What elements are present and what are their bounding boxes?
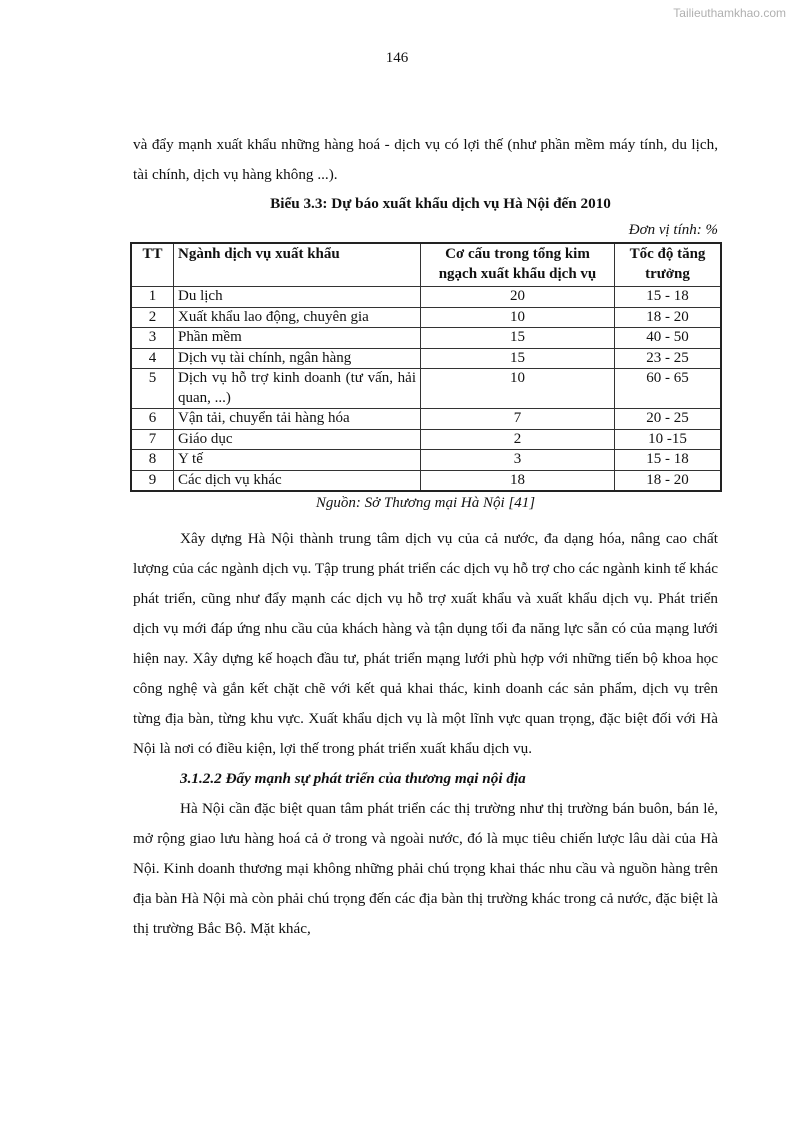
row-growth: 20 - 25 bbox=[615, 409, 722, 430]
row-growth: 23 - 25 bbox=[615, 348, 722, 369]
table-row bbox=[131, 287, 721, 308]
table-row bbox=[131, 307, 721, 328]
row-growth: 40 - 50 bbox=[615, 328, 722, 349]
row-growth: 18 - 20 bbox=[615, 307, 722, 328]
row-share: 2 bbox=[421, 429, 615, 450]
body-paragraph-3: Hà Nội cần đặc biệt quan tâm phát triển các thị trường như thị trường bán buôn, bán lẻ, mở rộng giao lưu hàng hoá cả ở trong và ngoài nước, đó là mục tiêu chiến lược lâu dài của Hà Nội. Kinh doanh thương mại không những phải chú trọng khai thác nhu cầu và nguồn hàng trên địa bàn Hà Nội mà còn phải chú trọng đến các địa bàn thị trường khác trong cả nước, đặc biệt là thị trường Bắc Bộ. Mặt khác, bbox=[133, 800, 718, 937]
table-source: Nguồn: Sở Thương mại Hà Nội [41] bbox=[315, 495, 536, 511]
row-growth: 18 - 20 bbox=[615, 470, 722, 491]
table-row bbox=[131, 409, 721, 430]
row-tt: 6 bbox=[131, 409, 174, 430]
row-growth: 60 - 65 bbox=[615, 369, 722, 409]
row-service-name: Y tế bbox=[174, 450, 421, 471]
header-tt: TT bbox=[131, 243, 174, 287]
document-body bbox=[133, 130, 718, 944]
row-service-name: Giáo dục bbox=[174, 429, 421, 450]
row-tt: 3 bbox=[131, 328, 174, 349]
forecast-table bbox=[130, 242, 722, 492]
row-growth: 15 - 18 bbox=[615, 287, 722, 308]
row-share: 10 bbox=[421, 307, 615, 328]
section-heading: 3.1.2.2 Đẩy mạnh sự phát triển của thương mại nội địa bbox=[180, 770, 526, 787]
row-service-name: Phần mềm bbox=[174, 328, 421, 349]
row-tt: 1 bbox=[131, 287, 174, 308]
row-tt: 2 bbox=[131, 307, 174, 328]
row-growth: 10 -15 bbox=[615, 429, 722, 450]
header-share: Cơ cấu trong tổng kim ngạch xuất khẩu dịch vụ bbox=[421, 243, 615, 287]
row-share: 3 bbox=[421, 450, 615, 471]
row-tt: 8 bbox=[131, 450, 174, 471]
row-service-name: Xuất khẩu lao động, chuyên gia bbox=[174, 307, 421, 328]
row-tt: 5 bbox=[131, 369, 174, 409]
header-service-name: Ngành dịch vụ xuất khẩu bbox=[174, 243, 421, 287]
header-growth: Tốc độ tăng trưởng bbox=[615, 243, 722, 287]
table-row bbox=[131, 429, 721, 450]
row-share: 20 bbox=[421, 287, 615, 308]
row-service-name: Vận tải, chuyển tải hàng hóa bbox=[174, 409, 421, 430]
body-paragraph-2: Xây dựng Hà Nội thành trung tâm dịch vụ của cả nước, đa dạng hóa, nâng cao chất lượng của các ngành dịch vụ. Tập trung phát triển các dịch vụ hỗ trợ cho các ngành kinh tế khác phát triển, cũng như đẩy mạnh các dịch vụ hỗ trợ xuất khẩu và xuất khẩu dịch vụ. Phát triển dịch vụ mới đáp ứng nhu cầu của khách hàng và tận dụng tối đa năng lực sẵn có của mạng lưới hiện nay. Xây dựng kế hoạch đầu tư, phát triển mạng lưới phù hợp với những tiến bộ khoa học công nghệ và gắn kết chặt chẽ với kết quả khai thác, kinh doanh các sản phẩm, dịch vụ trên từng địa bàn, từng khu vực. Xuất khẩu dịch vụ là một lĩnh vực quan trọng, đặc biệt đối với Hà Nội là nơi có điều kiện, lợi thế trong phát triển xuất khẩu dịch vụ. bbox=[133, 530, 718, 757]
table-row bbox=[131, 450, 721, 471]
row-service-name: Dịch vụ hỗ trợ kinh doanh (tư vấn, hải quan, ...) bbox=[174, 369, 421, 409]
table-title: Biểu 3.3: Dự báo xuất khẩu dịch vụ Hà Nội đến 2010 bbox=[270, 195, 611, 212]
row-share: 15 bbox=[421, 348, 615, 369]
row-growth: 15 - 18 bbox=[615, 450, 722, 471]
row-service-name: Các dịch vụ khác bbox=[174, 470, 421, 491]
table-header-row bbox=[131, 243, 721, 287]
table-unit: Đơn vị tính: % bbox=[628, 222, 718, 238]
row-share: 7 bbox=[421, 409, 615, 430]
row-tt: 9 bbox=[131, 470, 174, 491]
watermark: Tailieuthamkhao.com bbox=[673, 6, 786, 20]
page-number: 146 bbox=[385, 50, 409, 66]
row-tt: 7 bbox=[131, 429, 174, 450]
intro-paragraph: và đẩy mạnh xuất khẩu những hàng hoá - dịch vụ có lợi thế (như phần mềm máy tính, du lịch, tài chính, dịch vụ hàng không ...). bbox=[133, 136, 718, 183]
table-row bbox=[131, 369, 721, 409]
row-share: 18 bbox=[421, 470, 615, 491]
row-service-name: Du lịch bbox=[174, 287, 421, 308]
table-row bbox=[131, 328, 721, 349]
row-share: 10 bbox=[421, 369, 615, 409]
row-tt: 4 bbox=[131, 348, 174, 369]
table-row bbox=[131, 348, 721, 369]
row-share: 15 bbox=[421, 328, 615, 349]
row-service-name: Dịch vụ tài chính, ngân hàng bbox=[174, 348, 421, 369]
table-row bbox=[131, 470, 721, 491]
